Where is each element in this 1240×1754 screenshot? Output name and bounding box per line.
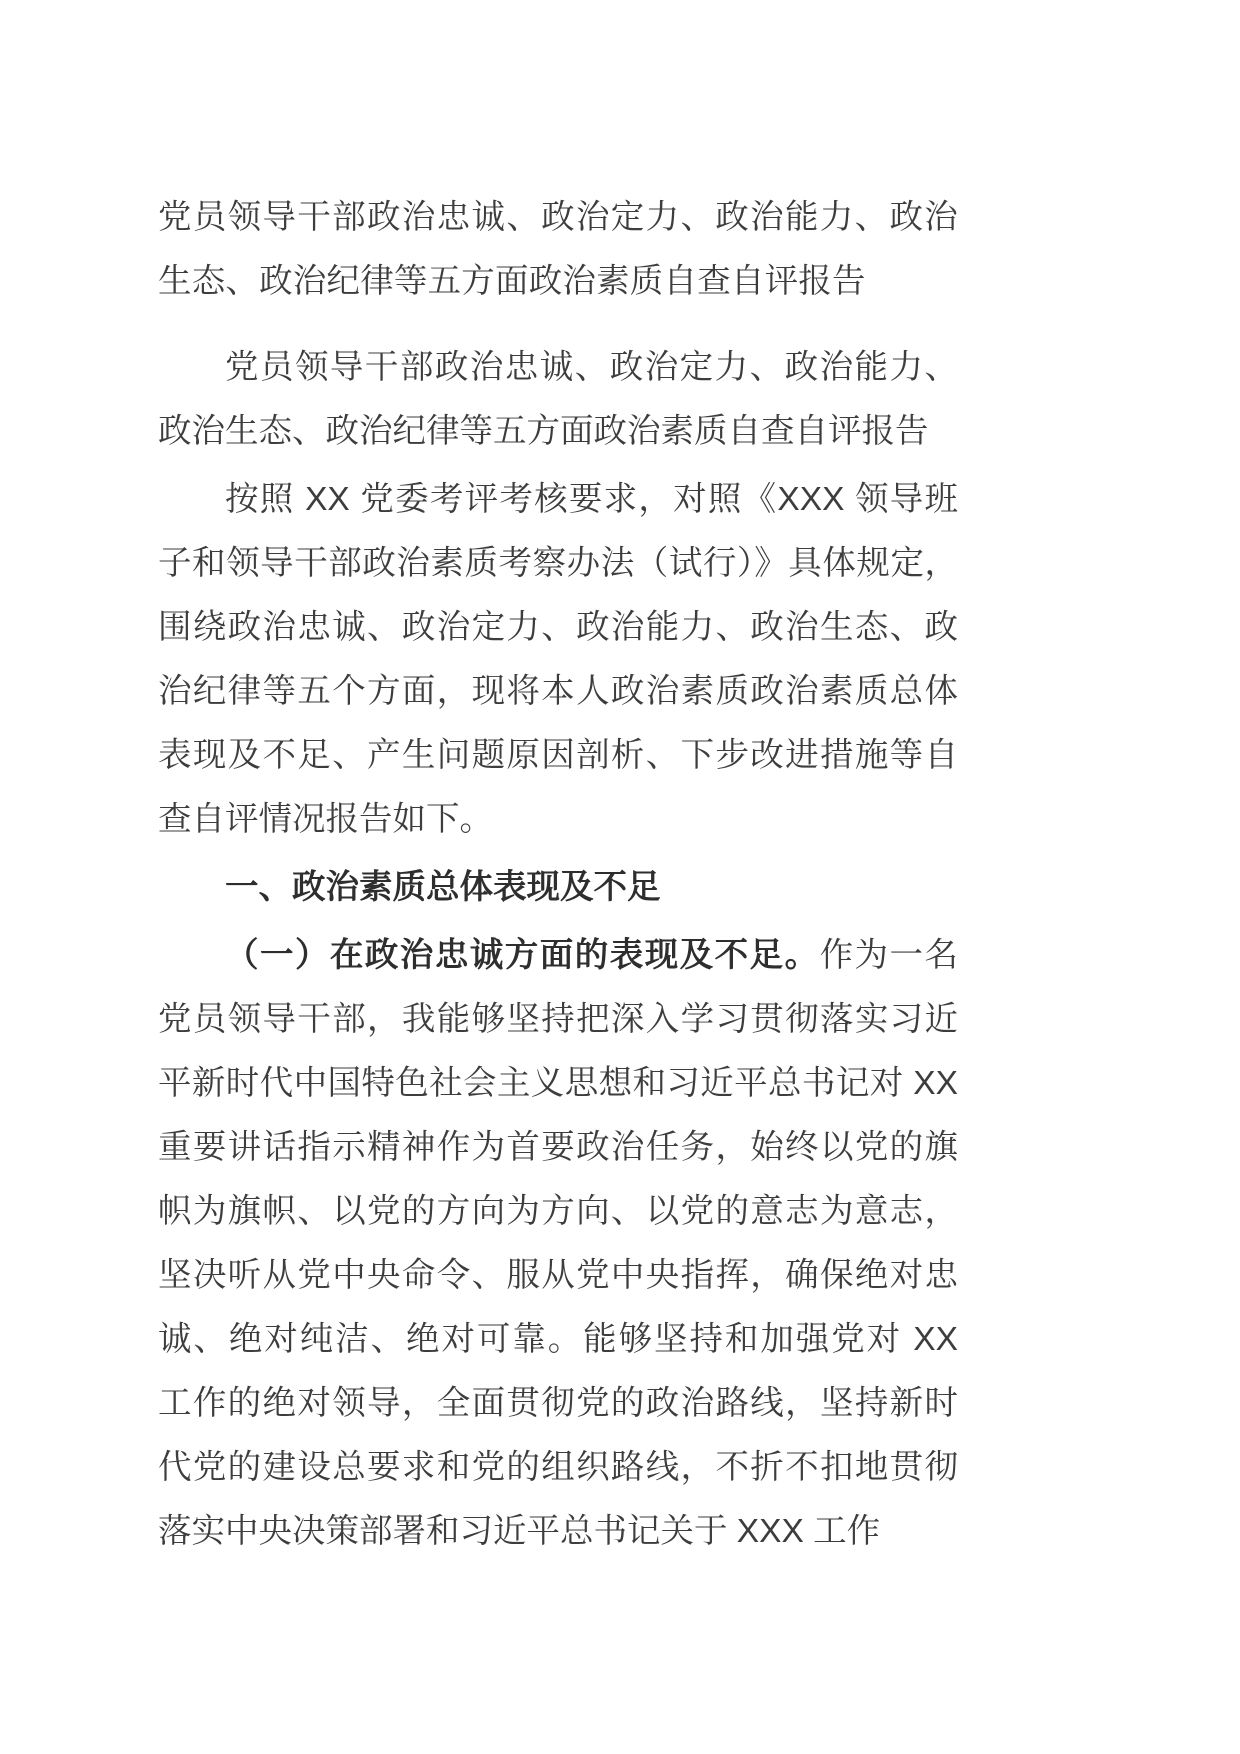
intro-paragraph: 按照 XX 党委考评考核要求，对照《XXX 领导班子和领导干部政治素质考察办法（试行）》具体规定，围绕政治忠诚、政治定力、政治能力、政治生态、政治纪律等五个方面，现将本人政治素质政治素质总体表现及不足、产生问题原因剖析、下步改进措施等自查自评情况报告如下。 [158,481,958,838]
section-heading-one: 一、政治素质总体表现及不足 [225,869,661,906]
spacer [158,326,958,336]
document-body [158,186,958,1564]
restated-title-paragraph: 党员领导干部政治忠诚、政治定力、政治能力、政治生态、政治纪律等五方面政治素质自查自评报告 [158,349,958,450]
subsection-body-text: 作为一名党员领导干部，我能够坚持把深入学习贯彻落实习近平新时代中国特色社会主义思想和习近平总书记对 XX 重要讲话指示精神作为首要政治任务，始终以党的旗帜为旗帜、以党的方向为方向、以党的意志为意志，坚决听从党中央命令、服从党中央指挥，确保绝对忠诚、绝对纯洁、绝对可靠。能够坚持和加强党对 XX 工作的绝对领导，全面贯彻党的政治路线，坚持新时代党的建设总要求和党的组织路线，不折不扣地贯彻落实中央决策部署和习近平总书记关于 XXX 工作 [158,937,959,1550]
subsection-lead-label: （一）在政治忠诚方面的表现及不足。 [225,937,820,974]
page-title: 党员领导干部政治忠诚、政治定力、政治能力、政治生态、政治纪律等五方面政治素质自查自评报告 [158,199,958,300]
subsection-one-one-paragraph [158,924,958,1564]
